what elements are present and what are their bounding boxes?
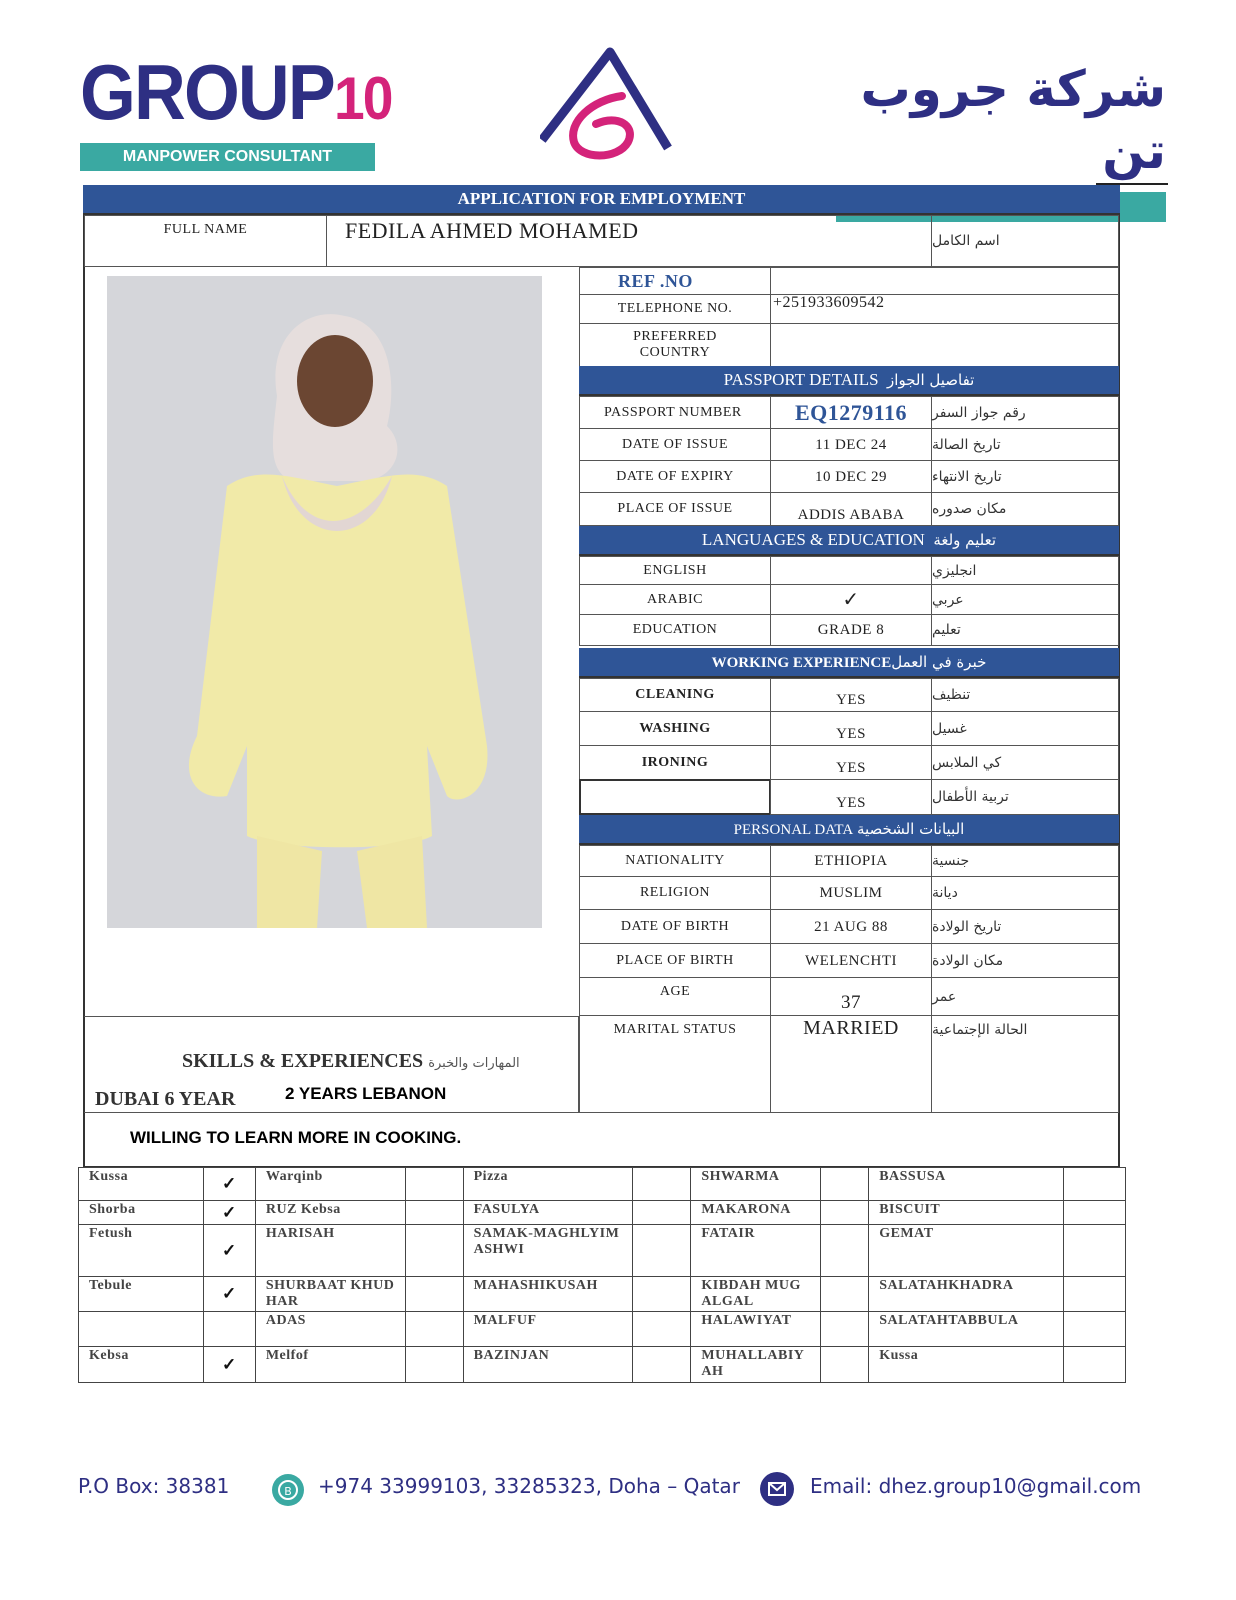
passport-section-header: [579, 366, 1119, 396]
dish-cell: Kussa: [869, 1347, 1064, 1383]
dish-cell: SHWARMA: [691, 1168, 821, 1201]
check-cell: ✓: [203, 1347, 255, 1383]
dish-cell: HARISAH: [255, 1225, 405, 1277]
table-row: [79, 1347, 1126, 1383]
dish-cell: BASSUSA: [869, 1168, 1064, 1201]
work-field-label: WASHING: [579, 711, 771, 746]
table-row: [79, 1312, 1126, 1347]
dish-cell: SHURBAAT KHUDHAR: [255, 1277, 405, 1312]
work-section-title-ar: خبرة في العمل: [891, 653, 987, 671]
dish-cell: Tebule: [79, 1277, 204, 1312]
language-field-label-ar: انجليزي: [931, 556, 1119, 585]
passport-field-label: PASSPORT NUMBER: [579, 396, 771, 429]
svg-text:B: B: [284, 1485, 292, 1498]
dish-cell: GEMAT: [869, 1225, 1064, 1277]
skills-title: SKILLS & EXPERIENCES: [182, 1050, 424, 1072]
passport-field-label-ar: رقم جواز السفر: [931, 396, 1119, 429]
work-field-label-ar: تربية الأطفال: [931, 779, 1119, 815]
logo-number: 10: [333, 65, 392, 132]
passport-field-label: PLACE OF ISSUE: [579, 492, 771, 526]
logo-tagline: MANPOWER CONSULTANT: [80, 143, 375, 171]
work-section-header: [579, 648, 1119, 678]
dish-cell: Warqinb: [255, 1168, 405, 1201]
personal-field-value: 21 AUG 88: [770, 909, 932, 944]
passport-field-label-ar: تاريخ الانتهاء: [931, 460, 1119, 493]
language-field-label-ar: عربي: [931, 584, 1119, 615]
check-cell: [405, 1312, 463, 1347]
passport-field-label: DATE OF EXPIRY: [579, 460, 771, 493]
telephone-value: +251933609542: [770, 294, 1119, 324]
check-cell: [1063, 1201, 1125, 1225]
ref-no-value: [770, 267, 1119, 295]
passport-section-title-ar: تفاصيل الجواز: [887, 371, 975, 389]
language-field-value: [770, 556, 932, 585]
cooking-skills-table: [78, 1167, 1126, 1383]
table-row: [79, 1277, 1126, 1312]
email-icon: [760, 1472, 794, 1506]
personal-field-label: NATIONALITY: [579, 845, 771, 877]
cooking-note: WILLING TO LEARN MORE IN COOKING.: [130, 1128, 462, 1147]
check-cell: [203, 1312, 255, 1347]
arabic-logo-text: شركة جروب تن: [860, 60, 1166, 180]
dish-cell: HALAWIYAT: [691, 1312, 821, 1347]
dish-cell: Shorba: [79, 1201, 204, 1225]
personal-field-label: RELIGION: [579, 876, 771, 910]
dish-cell: Kussa: [79, 1168, 204, 1201]
experience-lebanon: 2 YEARS LEBANON: [285, 1084, 447, 1103]
personal-field-label-ar: الحالة الإجتماعية: [931, 1015, 1119, 1113]
languages-section-title: LANGUAGES & EDUCATION: [701, 530, 925, 549]
skills-title-ar: المهارات والخبرة: [428, 1056, 520, 1071]
passport-field-label-ar: تاريخ الصالة: [931, 428, 1119, 461]
dish-cell: FASULYA: [463, 1201, 633, 1225]
personal-field-value: 37: [770, 977, 932, 1016]
personal-field-label: PLACE OF BIRTH: [579, 943, 771, 978]
full-name-label: FULL NAME: [84, 215, 327, 267]
check-cell: [633, 1225, 691, 1277]
personal-field-value: ETHIOPIA: [770, 845, 932, 877]
dish-cell: Fetush: [79, 1225, 204, 1277]
divider: [84, 1112, 1119, 1113]
work-section-title: WORKING EXPERIENCE: [711, 655, 892, 671]
skills-title-row: [182, 1050, 520, 1073]
check-cell: [1063, 1277, 1125, 1312]
personal-section-title-ar: البيانات الشخصية: [856, 820, 965, 838]
work-field-value: YES: [770, 678, 932, 712]
preferred-country-value: [770, 323, 1119, 367]
personal-section-title: PERSONAL DATA: [733, 822, 854, 838]
dish-cell: ADAS: [255, 1312, 405, 1347]
check-cell: ✓: [203, 1225, 255, 1277]
dish-cell: Pizza: [463, 1168, 633, 1201]
dish-cell: MAHASHIKUSAH: [463, 1277, 633, 1312]
work-field-label: IRONING: [579, 745, 771, 780]
passport-field-label: DATE OF ISSUE: [579, 428, 771, 461]
whatsapp-icon: [272, 1474, 304, 1506]
email-address: Email: dhez.group10@gmail.com: [810, 1474, 1142, 1498]
check-cell: [405, 1347, 463, 1383]
work-field-value: YES: [770, 711, 932, 746]
dish-cell: BISCUIT: [869, 1201, 1064, 1225]
dish-cell: MUHALLABIYAH: [691, 1347, 821, 1383]
check-cell: ✓: [203, 1277, 255, 1312]
language-field-label: ARABIC: [579, 584, 771, 615]
personal-field-label-ar: ديانة: [931, 876, 1119, 910]
dish-cell: BAZINJAN: [463, 1347, 633, 1383]
dish-cell: Kebsa: [79, 1347, 204, 1383]
passport-field-value: ADDIS ABABA: [770, 492, 932, 526]
passport-section-title: PASSPORT DETAILS: [723, 370, 879, 389]
group10-logo: [80, 48, 392, 171]
personal-section-header: [579, 815, 1119, 845]
table-row: [79, 1201, 1126, 1225]
personal-field-label-ar: تاريخ الولادة: [931, 909, 1119, 944]
check-cell: [405, 1201, 463, 1225]
preferred-country-label: PREFERRED COUNTRY: [579, 323, 771, 367]
dish-cell: MAKARONA: [691, 1201, 821, 1225]
po-box: P.O Box: 38381: [78, 1474, 230, 1498]
check-cell: ✓: [203, 1168, 255, 1201]
applicant-photo: [107, 276, 542, 928]
ref-no-label: REF .NO: [579, 267, 771, 295]
full-name-label-ar: اسم الكامل: [931, 215, 1119, 267]
form-title: APPLICATION FOR EMPLOYMENT: [83, 185, 1120, 215]
telephone-label: TELEPHONE NO.: [579, 294, 771, 324]
dish-cell: SALATAHTABBULA: [869, 1312, 1064, 1347]
experience-dubai: DUBAI 6 YEAR: [95, 1088, 236, 1110]
work-field-value: YES: [770, 745, 932, 780]
check-cell: [405, 1277, 463, 1312]
work-field-value: YES: [770, 779, 932, 815]
personal-field-label-ar: عمر: [931, 977, 1119, 1016]
house-logo-icon: [540, 44, 680, 164]
person-silhouette-icon: [107, 276, 542, 928]
passport-field-value: 10 DEC 29: [770, 460, 932, 493]
personal-field-value: WELENCHTI: [770, 943, 932, 978]
check-cell: [633, 1168, 691, 1201]
personal-field-label: DATE OF BIRTH: [579, 909, 771, 944]
check-cell: [405, 1168, 463, 1201]
full-name-value: FEDILA AHMED MOHAMED: [326, 215, 932, 267]
dish-cell: SALATAHKHADRA: [869, 1277, 1064, 1312]
dish-cell: RUZ Kebsa: [255, 1201, 405, 1225]
dish-cell: MALFUF: [463, 1312, 633, 1347]
work-field-label: CLEANING: [579, 678, 771, 712]
language-field-label: ENGLISH: [579, 556, 771, 585]
language-field-value: ✓: [770, 584, 932, 615]
dish-cell: FATAIR: [691, 1225, 821, 1277]
passport-field-value: EQ1279116: [770, 396, 932, 429]
languages-section-header: [579, 526, 1119, 556]
personal-field-value: MARRIED: [770, 1015, 932, 1113]
personal-field-value: MUSLIM: [770, 876, 932, 910]
check-cell: [821, 1201, 869, 1225]
languages-section-title-ar: تعليم ولغة: [933, 531, 997, 549]
passport-field-label-ar: مكان صدوره: [931, 492, 1119, 526]
language-field-value: GRADE 8: [770, 614, 932, 646]
cooking-table-body: [79, 1168, 1126, 1383]
table-row: [79, 1168, 1126, 1201]
dish-cell: Melfof: [255, 1347, 405, 1383]
phone-numbers: +974 33999103, 33285323, Doha – Qatar: [318, 1474, 740, 1498]
work-field-label: [579, 779, 771, 815]
check-cell: [1063, 1225, 1125, 1277]
check-cell: [821, 1312, 869, 1347]
dish-cell: SAMAK-MAGHLYIMASHWI: [463, 1225, 633, 1277]
work-field-label-ar: كي الملابس: [931, 745, 1119, 780]
check-cell: [1063, 1168, 1125, 1201]
check-cell: [633, 1347, 691, 1383]
check-cell: [633, 1312, 691, 1347]
language-field-label: EDUCATION: [579, 614, 771, 646]
personal-field-label-ar: جنسية: [931, 845, 1119, 877]
check-cell: [633, 1201, 691, 1225]
personal-field-label: AGE: [579, 977, 771, 1016]
personal-field-label: MARITAL STATUS: [579, 1015, 771, 1113]
check-cell: [1063, 1347, 1125, 1383]
personal-field-label-ar: مكان الولادة: [931, 943, 1119, 978]
work-field-label-ar: غسيل: [931, 711, 1119, 746]
logo-text: GROUP: [80, 48, 334, 136]
check-cell: [821, 1347, 869, 1383]
language-field-label-ar: تعليم: [931, 614, 1119, 646]
dish-cell: KIBDAH MUGALGAL: [691, 1277, 821, 1312]
check-cell: [1063, 1312, 1125, 1347]
check-cell: [821, 1277, 869, 1312]
check-cell: [821, 1168, 869, 1201]
check-cell: [633, 1277, 691, 1312]
check-cell: [405, 1225, 463, 1277]
work-field-label-ar: تنظيف: [931, 678, 1119, 712]
check-cell: ✓: [203, 1201, 255, 1225]
table-row: [79, 1225, 1126, 1277]
passport-field-value: 11 DEC 24: [770, 428, 932, 461]
dish-cell: [79, 1312, 204, 1347]
check-cell: [821, 1225, 869, 1277]
